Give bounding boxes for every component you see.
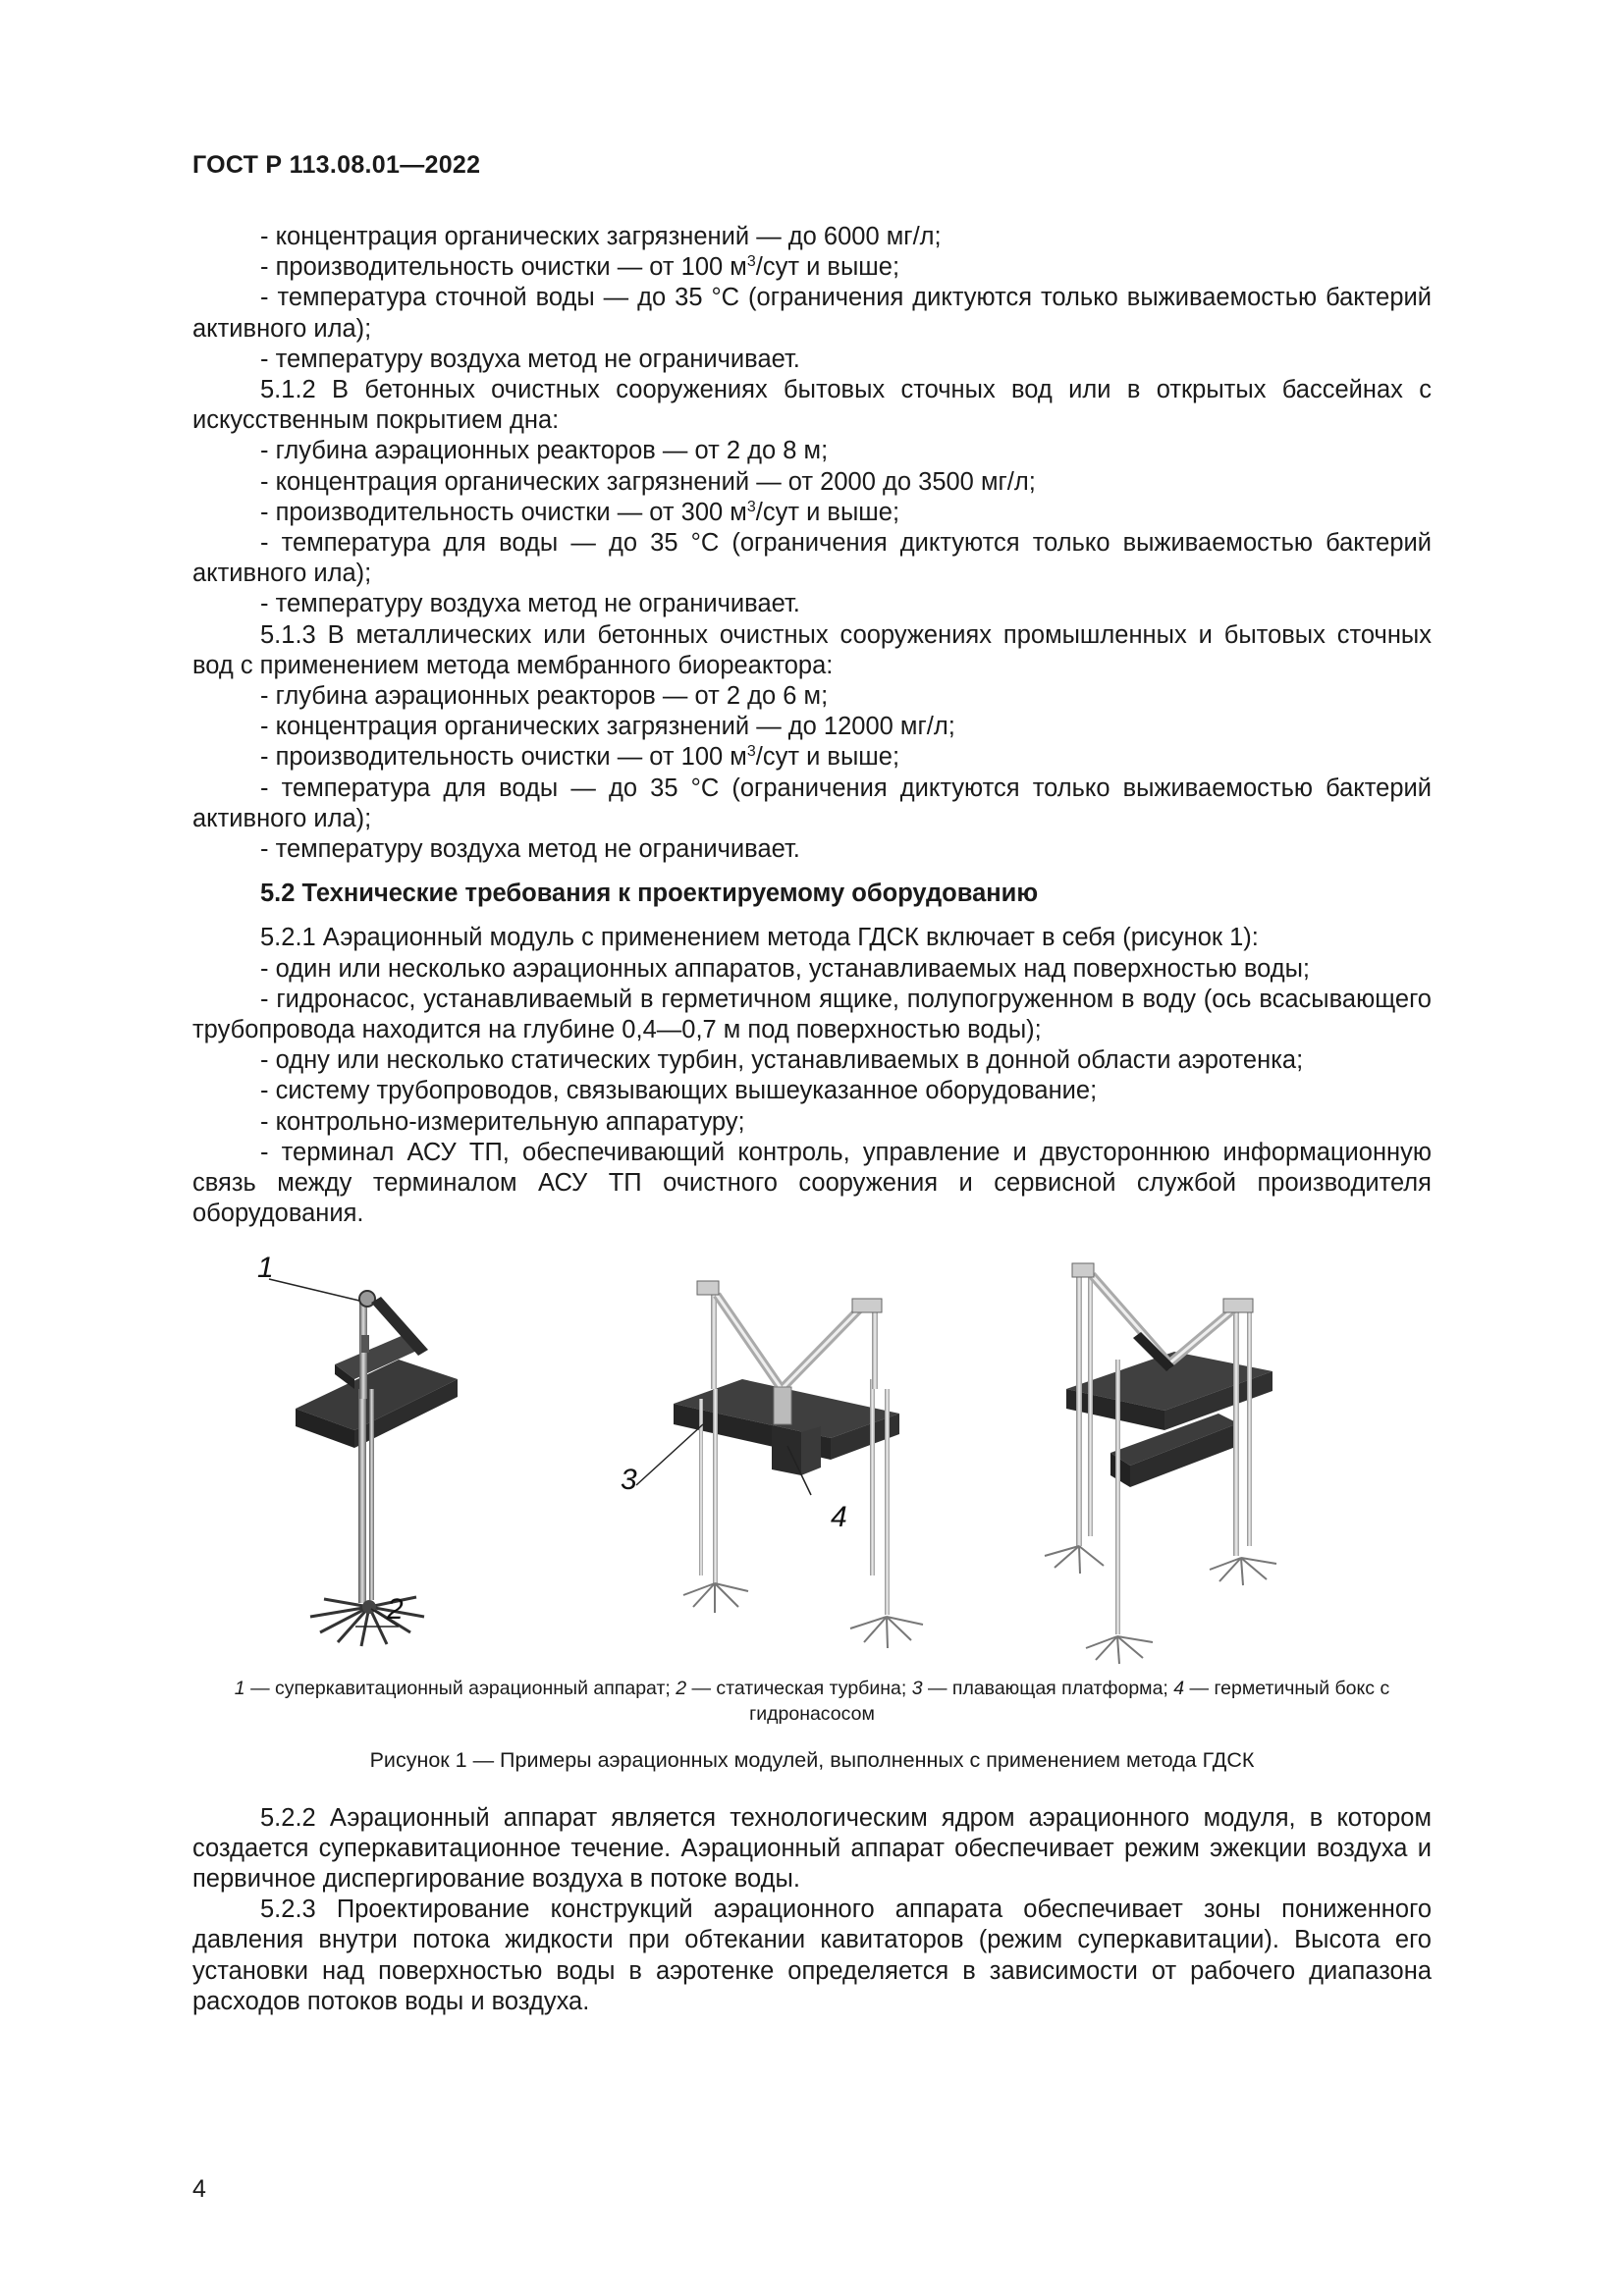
callout-2: 2 — [387, 1592, 404, 1626]
list-item: - один или несколько аэрационных аппаратов, устанавливаемых над поверхностью воды; — [260, 954, 1311, 983]
figure-legend: 1 — суперкавитационный аэрационный аппарат; 2 — статическая турбина; 3 — плавающая платформа; 4 — герметичный бокс с гидронасосом — [234, 1677, 1390, 1725]
list-item: - температуру воздуха метод не ограничивает. — [260, 590, 800, 618]
list-item: - температура для воды — до 35 °C (ограничения диктуются только выживаемостью бактерий активного ила); — [192, 774, 1432, 832]
leader-lines — [269, 1279, 811, 1627]
document-header: ГОСТ Р 113.08.01—2022 — [192, 151, 481, 179]
list-item: - концентрация органических загрязнений — до 12000 мг/л; — [260, 713, 955, 741]
callout-4: 4 — [831, 1500, 847, 1533]
list-item: - глубина аэрационных реакторов — от 2 до 8 м; — [260, 437, 829, 465]
list-item: - концентрация органических загрязнений — от 2000 до 3500 мг/л; — [260, 467, 1036, 496]
list-item: - контрольно-измерительную аппаратуру; — [260, 1107, 745, 1136]
module-single — [296, 1291, 458, 1646]
list-item: - температура для воды — до 35 °C (ограничения диктуются только выживаемостью бактерий активного ила); — [192, 529, 1432, 588]
list-item: - концентрация органических загрязнений — до 6000 мг/л; — [260, 223, 942, 250]
page-number: 4 — [192, 2175, 206, 2203]
section-heading: 5.2 Технические требования к проектируемому оборудованию — [260, 880, 1039, 908]
callout-1: 1 — [257, 1251, 274, 1284]
figure-1 — [192, 1242, 1432, 1666]
clause-5-2-3: 5.2.3 Проектирование конструкций аэрационного аппарата обеспечивает зоны пониженного давления внутри потока жидкости при обтекании кавитаторов (режим суперкавитации). Высота его установки над поверхностью воды в аэротенке определяется в зависимости от рабочего диапазона расходов потоков воды и воздуха. — [192, 1896, 1432, 2015]
figure-title: Рисунок 1 — Примеры аэрационных модулей, выполненных с применением метода ГДСК — [369, 1747, 1255, 1772]
clause-5-1-3: 5.1.3 В металлических или бетонных очистных сооружениях промышленных и бытовых сточных вод с применением метода мембранного биореактора: — [192, 620, 1432, 679]
clause-5-1-2: 5.1.2 В бетонных очистных сооружениях бытовых сточных вод или в открытых бассейнах с искусственным покрытием дна: — [192, 376, 1432, 435]
list-item: - температуру воздуха метод не ограничивает. — [260, 345, 800, 373]
list-item: - глубина аэрационных реакторов — от 2 до 6 м; — [260, 682, 829, 711]
list-item: - гидронасос, устанавливаемый в герметичном ящике, полупогруженном в воду (ось всасывающего трубопровода находится на глубине 0,4—0,7 м под поверхностью воды); — [192, 985, 1432, 1044]
list-item: - систему трубопроводов, связывающих вышеуказанное оборудование; — [260, 1077, 1098, 1105]
list-item: - терминал АСУ ТП, обеспечивающий контроль, управление и двустороннюю информационную связь между терминалом АСУ ТП очистного сооружения и сервисной службой производителя оборудования. — [192, 1138, 1432, 1228]
callout-3: 3 — [621, 1463, 637, 1496]
module-cross — [1045, 1263, 1276, 1664]
clause-5-2-1: 5.2.1 Аэрационный модуль с применением метода ГДСК включает в себя (рисунок 1): — [260, 924, 1259, 952]
list-item: - одну или несколько статических турбин, устанавливаемых в донной области аэротенка; — [260, 1046, 1304, 1075]
page-content — [192, 222, 1432, 2017]
list-item: - производительность очистки — от 100 $м^3$/сут и выше; — [260, 253, 900, 282]
list-item: - температуру воздуха метод не ограничивает. — [260, 835, 800, 864]
module-double — [674, 1281, 923, 1648]
aeration-modules-illustration — [192, 1242, 1432, 1666]
list-item: - производительность очистки — от 100 $м^3$/сут и выше; — [260, 743, 900, 772]
list-item: - температура сточной воды — до 35 °C (ограничения диктуются только выживаемостью бактерий активного ила); — [192, 284, 1432, 343]
list-item: - производительность очистки — от 300 $м^3$/сут и выше; — [260, 498, 900, 526]
clause-5-2-2: 5.2.2 Аэрационный аппарат является технологическим ядром аэрационного модуля, в котором создается суперкавитационное течение. Аэрационный аппарат обеспечивает режим эжекции воздуха и первичное диспергирование воздуха в потоке воды. — [192, 1803, 1432, 1893]
